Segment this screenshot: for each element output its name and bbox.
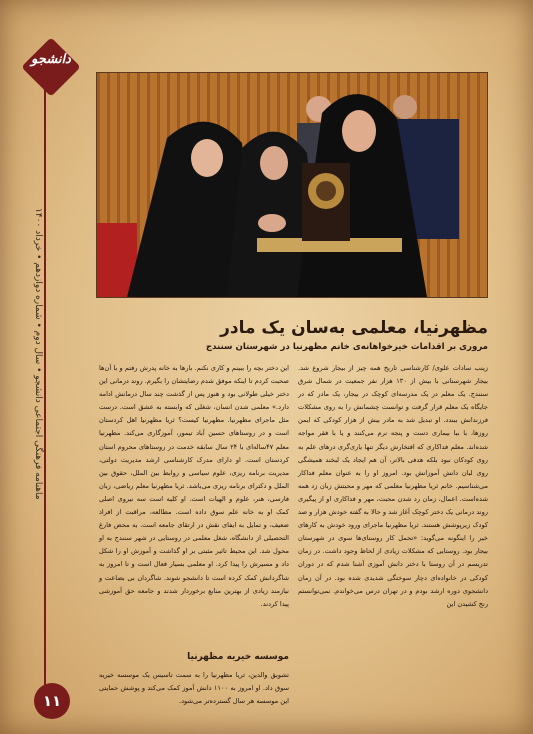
- article-column-left: این دختر بچه را ببینم و کاری نکنم. بارها به خانه پدرش رفتم و با آن‌ها صحبت کردم تا اینکه موفق شدم رضایتشان را بگیرم. روند درمانی این دختر خیلی طولانی بود و هنوز پس از گذشت چند سال درمانش ادامه دارد.» معلمی شدن انسان، شغلی که وابسته به عشق است. درست مثل ماجرای مظهرنیا. مظهرنیا کیست؟ ثریا مظهرنیا اهل کردستان است و در روستاهای حسین آباد تیمور، آموزگاری می‌کند. مظهرنیا معلم ۴۷ساله‌ای با ۲۴ سال سابقه خدمت در روستاهای محروم استان کردستان است. او دارای مدرک کارشناسی ارشد مدیریت دولتی، مدیریت برنامه ریزی، علوم سیاسی و روابط بین الملل، حقوق بین الملل و دکترای برنامه ریزی می‌باشد. ثریا مظهرنیا معلم ریاضی، زبان فارسی، هنر، علوم و الهیات است. او کلیه است سه نیروی اصلی کمک او به خانه علم سوق داده است. مطالعه، مراقبت از افراد ضعیف، و تمایل به ایفای نقش در ارتقای جامعه است. به محض فارغ التحصیلی از دانشگاه، شغل معلمی در روستایی در شهر سنندج به او محول شد. این محیط تاثیر مثبتی بر او گذاشت و آموزش او را شکل داد و مسیرش را پیدا کرد. او معلمی بسیار فعال است و تا امروز به شاگردانش کمک کرده است تا دانشجو شوند. شاگردان بی بضاعت و نیازمند زیادی از بهترین منابع برخوردار شدند و جامعه حق آموزشی پیدا کردند.: [99, 364, 289, 608]
- article-column-right: زینب سادات علوی/ کارشناسی تاریخ همه چیز از بیجار شروع شد. بیجار شهرستانی با بیش از ۱۳۰ هزار نفر جمعیت در شمال شرق سنندج. یک معلم در یک مدرسه‌ای کوچک در بیجار، یک مادر که در جایگاه یک معلم قرار گرفت و توانست چشمانش را به روی مشکلات فرزندانش ببندد. او تبدیل شد به مادر بیش از هزار کودکی که ایمن روزها، با ببا بیماری دست و پنجه نرم می‌کنند و یا با فقر مواجه شده‌اند. معلم فداکاری که افتخارش دیگر تنها یاری‌گری درهای علم به روی کودکان نبود بلکه هدفی بالاتر، آن هم ایجاد یک لبخند همیشگی روی لبان دانش آموزانش بود. امروز او را به عنوان معلم فداکار می‌شناسیم. خانم ثریا مظهرنیا معلمی که مهر و محبتش زبان زد همه شده‌است. اعمال، زمان رد شدن محبت، مهر و فداکاری او از پیگیری روند درمانی یک دختر کوچک آغاز شد و حالا به گفته خودش هزار و صد کودک زیرپوشش هستند. ثریا مظهرنیا ماجرای ورود خودش به کارهای خیر را اینگونه می‌گوید: «تحمل کار روستای‌ها سوی در شهرستان بیجار بود. روستایی که مشکلات زیادی از لحاظ وجود داشت. در زمان تدریسم در آن روستا با دختر دانش آموزی آشنا شدم که در دوران کودکی در خانواده‌ای دچار سوختگی شدیدی شده بود. در آن زمان دانشجوی دوره ارشد بودم و در تهران درس می‌خواندم. نمی‌توانستم رنج کشیدن این: [298, 364, 488, 608]
- page-number: ۱۱: [34, 683, 70, 719]
- magazine-logo-text: دانشجو: [31, 52, 71, 67]
- magazine-logo-badge: [21, 37, 80, 96]
- article-title: مظهرنیا، معلمی به‌سان یک مادر: [220, 318, 488, 338]
- article-subtitle: مروری بر اقدامات خیرخواهانه‌ی خانم مظهرنیا در شهرستان سنندج: [205, 342, 488, 352]
- margin-rule: [44, 80, 46, 700]
- section-subheading: موسسه خیریه مظهرنیا: [187, 652, 289, 662]
- article-column-left-bottom: تشویق والدین، ثریا مظهرنیا را به سمت تاسیس یک موسسه خیریه سوق داد. او امروز به ۱۱۰۰ دانش آموز کمک می‌کند و پوشش حمایتی این موسسه هر سال گسترده‌تر می‌شود.: [99, 671, 289, 706]
- award-ceremony-photo: [97, 73, 487, 297]
- side-caption: ماهنامه فرهنگی اجتماعی دانشجو • سال دوم • شماره دوازدهم • خرداد ۱۴۰۰: [33, 208, 43, 500]
- article-photo: [96, 72, 488, 298]
